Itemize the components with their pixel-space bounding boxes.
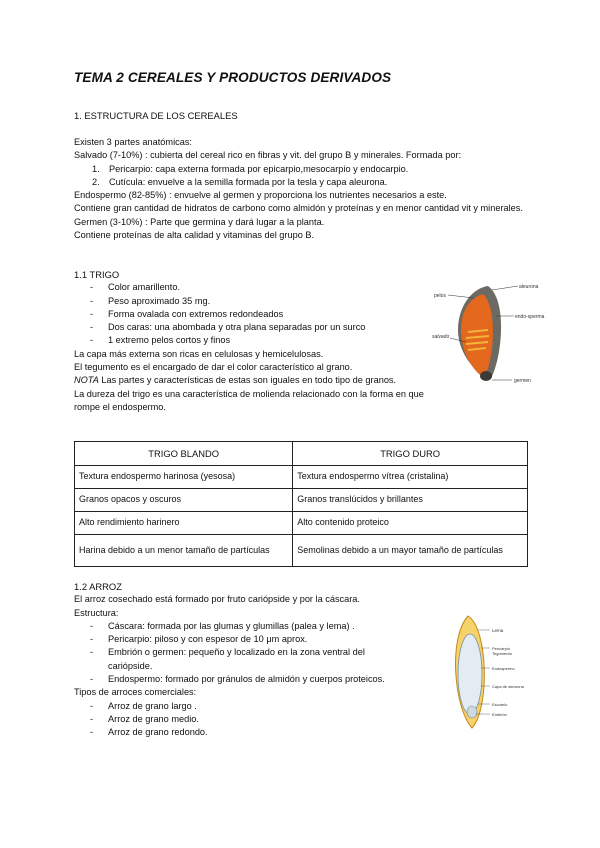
section-trigo-body (74, 268, 424, 414)
table-row (75, 466, 528, 489)
label-aleurona-arroz: Capa de aleurona (492, 684, 524, 689)
germen-text-2: Contiene proteínas de alta calidad y vitaminas del grupo B. (74, 230, 315, 241)
rice-embryo (467, 706, 477, 718)
table-row (75, 489, 528, 512)
section-arroz-body (74, 580, 404, 740)
table-row (75, 535, 528, 567)
trigo-item-5: - 1 extremo pelos cortos y finos (90, 335, 231, 346)
table-cell: Granos opacos y oscuros (75, 489, 293, 512)
wheat-grain-illustration (428, 280, 550, 390)
trigo-item-1: - Color amarillento. (90, 282, 180, 293)
nota-label: NOTA (74, 375, 99, 386)
label-endospermo-arroz: Endospermo (492, 666, 515, 671)
trigo-p2: El tegumento es el encargado de dar el color característico al grano. (74, 362, 353, 373)
table-header-duro: TRIGO DURO (293, 442, 528, 466)
trigo-p1: La capa más externa son ricas en celulosas y hemicelulosas. (74, 348, 324, 359)
arroz-tipo-2: - Arroz de grano medio. (90, 713, 199, 724)
table-cell: Alto rendimiento harinero (75, 512, 293, 535)
table-cell: Granos translúcidos y brillantes (293, 489, 528, 512)
table-cell: Semolinas debido a un mayor tamaño de partículas (293, 535, 528, 567)
trigo-item-4: - Dos caras: una abombada y otra plana separadas por un surco (90, 322, 366, 333)
label-escutelo: Escutelo (492, 702, 508, 707)
rice-grain-illustration (426, 608, 552, 736)
arroz-item-1: - Cáscara: formada por las glumas y glumillas (palea y lema) . (90, 620, 355, 631)
label-tegumento: Tegumento (492, 651, 512, 656)
label-lema: Lema (492, 628, 504, 633)
trigo-item-3: - Forma ovalada con extremos redondeados (90, 308, 284, 319)
trigo-p3: La dureza del trigo es una característica de molienda relacionado con la forma en que rompe el endospermo. (74, 388, 424, 412)
endospermo-text: Endospermo (82-85%) : envuelve al germen y proporciona los nutrientes necesarios a este. (74, 190, 447, 201)
section-heading-trigo: 1.1 TRIGO (74, 269, 120, 280)
table-cell: Textura endospermo vítrea (cristalina) (293, 466, 528, 489)
label-aleurona: aleurona (519, 284, 539, 290)
label-embrion: Embrión (492, 712, 507, 717)
label-germen: germen (514, 378, 531, 384)
intro-text: Existen 3 partes anatómicas: (74, 137, 192, 147)
trigo-item-2: - Peso aproximado 35 mg. (90, 295, 211, 306)
trigo-comparison-table (74, 441, 528, 567)
endospermo-text-2: Contiene gran cantidad de hidratos de carbono como almidón y proteínas y en menor cantidad vit y minerales. (74, 203, 523, 214)
table-cell: Harina debido a un menor tamaño de partículas (75, 535, 293, 567)
table-row (75, 512, 528, 535)
salvado-item-2: 2. Cutícula: envuelve a la semilla formada por la tesla y capa aleurona. (92, 176, 388, 187)
rice-endosperm (458, 634, 482, 714)
trigo-nota: NOTA Las partes y características de estas son iguales en todo tipo de granos. (74, 375, 397, 386)
page-title: TEMA 2 CEREALES Y PRODUCTOS DERIVADOS (74, 70, 392, 85)
table-cell: Textura endospermo harinosa (yesosa) (75, 466, 293, 489)
grain-germ (480, 371, 492, 381)
section-heading-estructura: 1. ESTRUCTURA DE LOS CEREALES (74, 110, 238, 121)
arroz-tipos: Tipos de arroces comerciales: (74, 687, 197, 698)
section-estructura-body (74, 136, 534, 242)
arroz-item-4: - Endospermo: formado por gránulos de almidón y cuerpos proteicos. (90, 674, 385, 685)
arroz-item-2: - Pericarpio: piloso y con espesor de 10 μm aprox. (90, 634, 308, 645)
germen-text: Germen (3-10%) : Parte que germina y dará lugar a la planta. (74, 216, 325, 227)
arroz-item-3: - Embrión o germen: pequeño y localizado en la zona ventral del cariópside. (90, 647, 365, 671)
label-endospermo: endo-sperma (515, 314, 545, 320)
section-heading-arroz: 1.2 ARROZ (74, 581, 122, 592)
label-pericarpio: Pericarpio (492, 646, 511, 651)
arroz-p1: El arroz cosechado está formado por fruto cariópside y por la cáscara. (74, 594, 360, 605)
label-salvado: salvado (432, 334, 450, 340)
salvado-item-1: 1. Pericarpio: capa externa formada por epicarpio,mesocarpio y endocarpio. (92, 163, 409, 174)
arroz-tipo-1: - Arroz de grano largo . (90, 700, 197, 711)
arroz-tipo-3: - Arroz de grano redondo. (90, 727, 208, 738)
table-header-blando: TRIGO BLANDO (75, 442, 293, 466)
salvado-text: Salvado (7-10%) : cubierta del cereal rico en fibras y vit. del grupo B y minerales. Formada por: (74, 150, 462, 161)
table-cell: Alto contenido proteico (293, 512, 528, 535)
arroz-estructura: Estructura: (74, 607, 119, 618)
label-pelos: pelos (434, 293, 446, 299)
